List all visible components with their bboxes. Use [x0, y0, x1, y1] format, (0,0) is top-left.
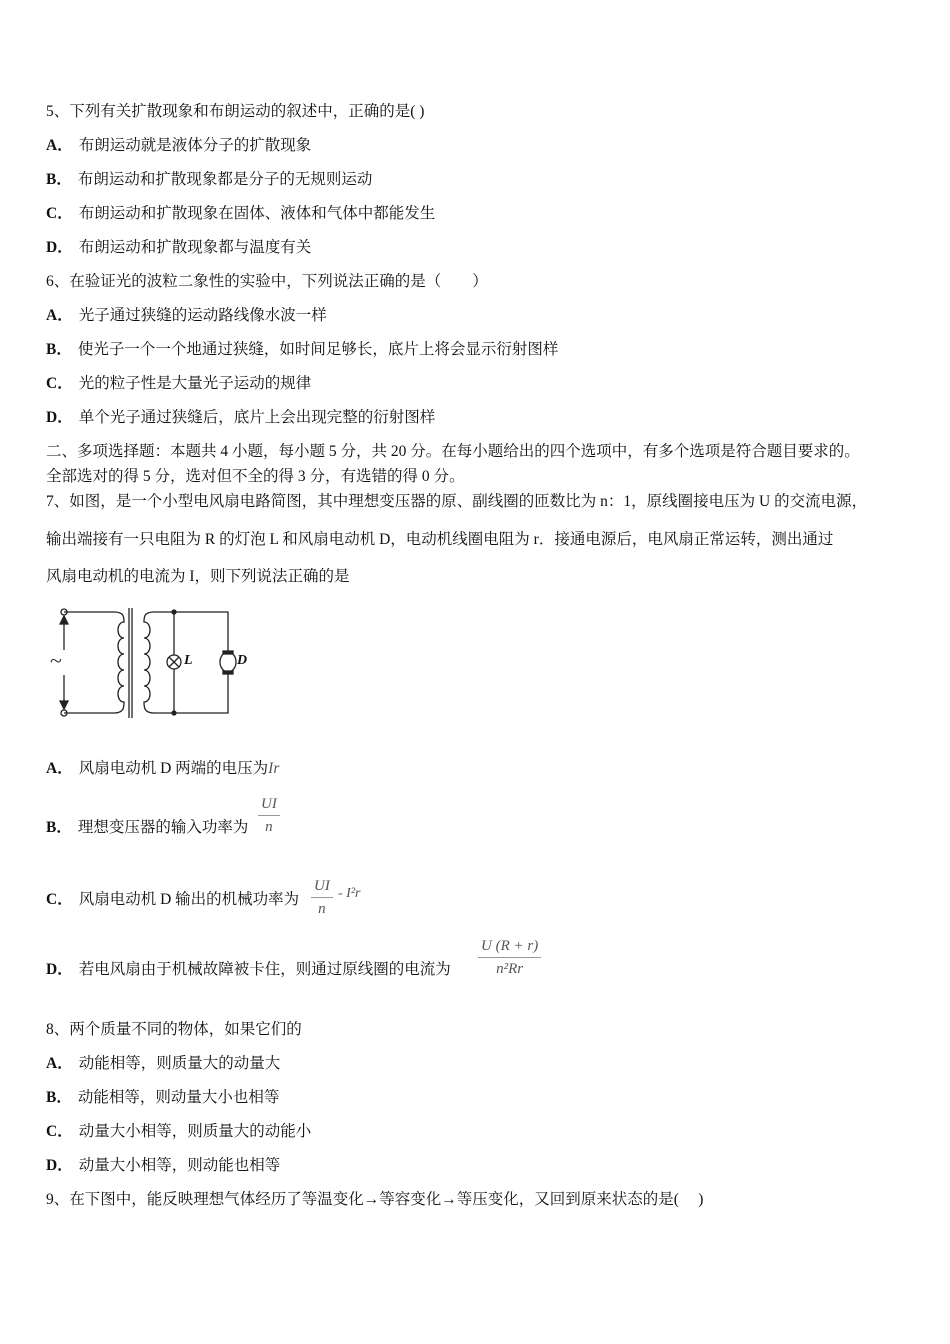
q8-option-b[interactable]: B． 动能相等，则动量大小也相等 — [46, 1089, 280, 1106]
q5-option-b[interactable]: B． 布朗运动和扩散现象都是分子的无规则运动 — [46, 171, 373, 188]
q5-option-d[interactable]: D． 布朗运动和扩散现象都与温度有关 — [46, 239, 312, 256]
q5-option-a[interactable]: A． 布朗运动就是液体分子的扩散现象 — [46, 137, 312, 154]
q7-option-d[interactable]: D． 若电风扇由于机械故障被卡住，则通过原线圈的电流为 — [46, 961, 451, 978]
q6-option-c[interactable]: C． 光的粒子性是大量光子运动的规律 — [46, 375, 312, 392]
q5-option-c[interactable]: C． 布朗运动和扩散现象在固体、液体和气体中都能发生 — [46, 205, 436, 222]
section-2-heading: 二、多项选择题：本题共 4 小题，每小题 5 分，共 20 分。在每小题给出的四个选项中，有多个选项是符合题目要求的。 — [46, 443, 860, 460]
q7-option-a[interactable]: A． 风扇电动机 D 两端的电压为Ir — [46, 760, 280, 777]
q7-option-b[interactable]: B． 理想变压器的输入功率为 — [46, 819, 249, 836]
fraction-ui-over-n: $\frac{UI}{n}$ — [311, 875, 333, 920]
q6-stem: 6、在验证光的波粒二象性的实验中，下列说法正确的是（ ） — [46, 273, 488, 290]
fraction-ui-over-n: $\frac{UI}{n}$ — [258, 793, 280, 838]
circuit-diagram — [46, 600, 256, 725]
q6-option-b[interactable]: B． 使光子一个一个地通过狭缝，如时间足够长，底片上将会显示衍射图样 — [46, 341, 559, 358]
formula-minus-i2r: - I²r — [338, 886, 361, 901]
q6-option-d[interactable]: D． 单个光子通过狭缝后，底片上会出现完整的衍射图样 — [46, 409, 436, 426]
section-2-scoring: 全部选对的得 5 分，选对但不全的得 3 分，有选错的得 0 分。 — [46, 468, 465, 485]
q8-option-a[interactable]: A． 动能相等，则质量大的动量大 — [46, 1055, 281, 1072]
q9-stem: 9、在下图中，能反映理想气体经历了等温变化→等容变化→等压变化，又回到原来状态的是( ) — [46, 1191, 704, 1208]
q5-stem: 5、下列有关扩散现象和布朗运动的叙述中，正确的是( ) — [46, 103, 425, 120]
ac-source-symbol: ~ — [50, 648, 62, 673]
q7-stem-line1: 7、如图，是一个小型电风扇电路简图，其中理想变压器的原、副线圈的匝数比为 n：1，原线圈接电压为 U 的交流电源， — [46, 493, 868, 510]
fraction-current: $\frac{U (R + r)}{\text{n²Rr}}$ — [478, 935, 541, 980]
q8-option-d[interactable]: D． 动量大小相等，则动能也相等 — [46, 1157, 281, 1174]
motor-label: D — [237, 653, 248, 668]
formula-ir: Ir — [268, 760, 280, 777]
q8-stem: 8、两个质量不同的物体，如果它们的 — [46, 1021, 302, 1038]
q7-option-c[interactable]: C． 风扇电动机 D 输出的机械功率为 — [46, 891, 300, 908]
q7-stem-line3: 风扇电动机的电流为 I，则下列说法正确的是 — [46, 568, 350, 585]
q8-option-c[interactable]: C． 动量大小相等，则质量大的动能小 — [46, 1123, 312, 1140]
q6-option-a[interactable]: A． 光子通过狭缝的运动路线像水波一样 — [46, 307, 327, 324]
lamp-label: L — [184, 653, 193, 668]
q7-stem-line2: 输出端接有一只电阻为 R 的灯泡 L 和风扇电动机 D，电动机线圈电阻为 r．接通电源后，电风扇正常运转，测出通过 — [46, 531, 834, 548]
